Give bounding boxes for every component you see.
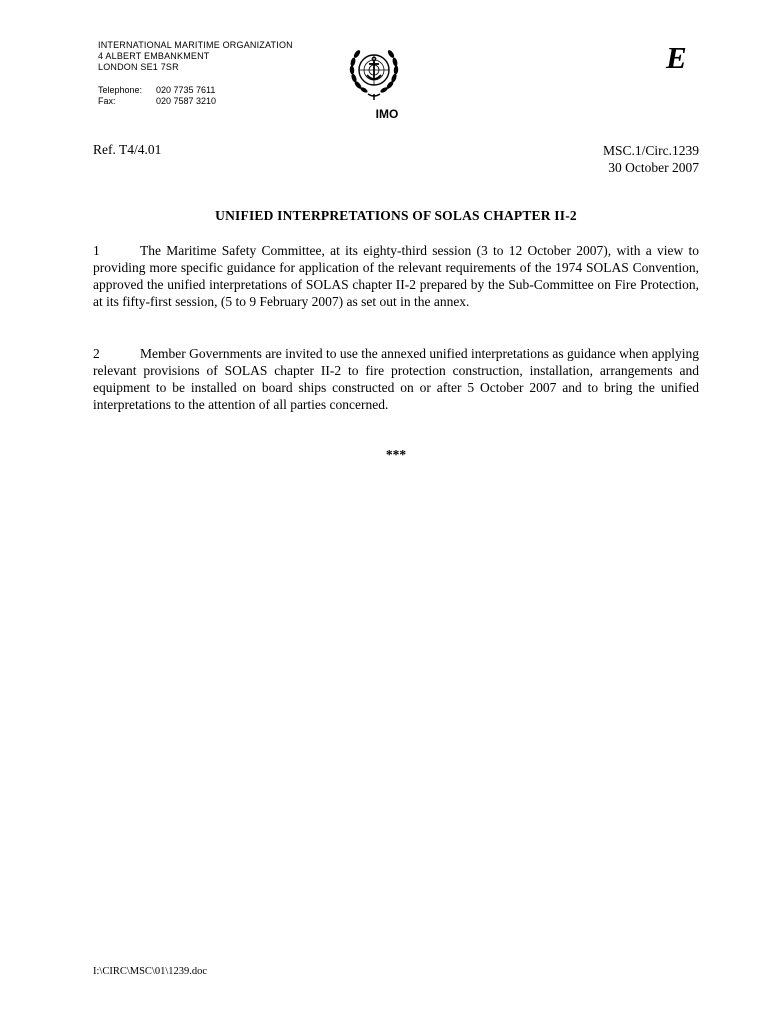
circular-number: MSC.1/Circ.1239 — [602, 143, 699, 158]
reference-number: Ref. T4/4.01 — [93, 142, 162, 157]
paragraph-text: Member Governments are invited to use the annexed unified interpretations as guidance when applying relevant provisions of SOLAS chapter II-2 to fire protection construction, installation, arrangements and equipment to be installed on board ships constructed on or after 5 October 2007 and to bring the unified interpretations to the attention of all parties concerned. — [93, 346, 699, 412]
organization-address — [98, 40, 293, 73]
contact-info — [98, 85, 216, 107]
file-path-footer: I:\CIRC\MSC\01\1239.doc — [93, 966, 208, 977]
fax-row — [98, 96, 216, 107]
document-title: UNIFIED INTERPRETATIONS OF SOLAS CHAPTER II-2 — [215, 208, 577, 223]
telephone-value: 020 7735 7611 — [156, 85, 216, 95]
fax-value: 020 7587 3210 — [156, 96, 217, 106]
paragraph-number: 2 — [93, 346, 100, 361]
language-mark: E — [666, 40, 687, 75]
telephone-row — [98, 85, 216, 96]
paragraph-2 — [93, 345, 699, 413]
paragraph-1 — [93, 242, 699, 310]
circular-info — [603, 142, 699, 176]
un-imo-emblem-icon — [346, 40, 402, 102]
org-street: 4 ALBERT EMBANKMENT — [98, 51, 210, 61]
telephone-label: Telephone: — [98, 85, 143, 95]
end-separator: *** — [385, 447, 407, 462]
org-city: LONDON SE1 7SR — [98, 62, 179, 72]
paragraph-number: 1 — [93, 243, 100, 258]
org-name: INTERNATIONAL MARITIME ORGANIZATION — [98, 40, 293, 50]
fax-label: Fax: — [98, 96, 116, 106]
imo-logo-text: IMO — [375, 107, 399, 121]
circular-date: 30 October 2007 — [608, 160, 699, 175]
paragraph-text: The Maritime Safety Committee, at its eighty-third session (3 to 12 October 2007), with a view to providing more specific guidance for application of the relevant requirements of the 1974 SOLAS Convention, approved the unified interpretations of SOLAS chapter II-2 prepared by the Sub-Committee on Fire Protection, at its fifty-first session, (5 to 9 February 2007) as set out in the annex. — [93, 243, 699, 309]
